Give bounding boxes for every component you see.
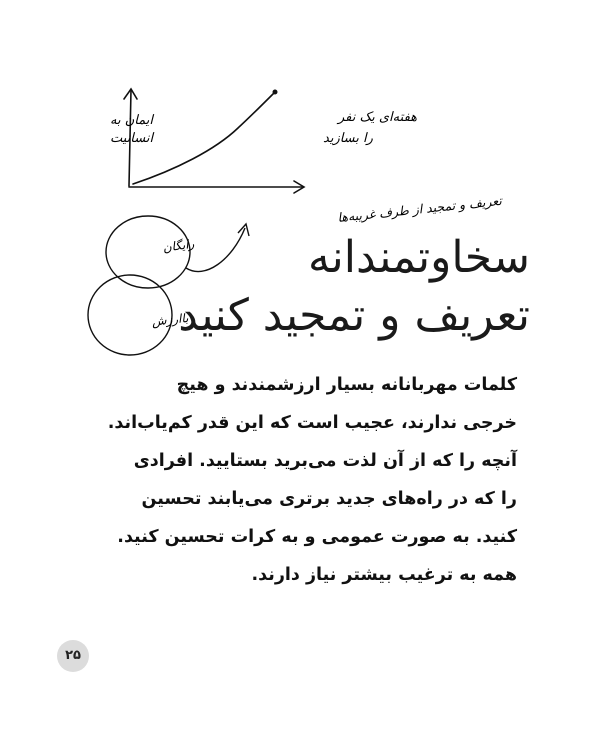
body-line-5: کنید. به صورت عمومی و به کرات تحسین کنید.	[117, 527, 517, 547]
trend-endpoint-marker	[273, 90, 278, 95]
venn-bottom-label: باارزش	[151, 310, 189, 329]
body-line-4: را که در راه‌های جدید برتری می‌یابند تحسین	[141, 489, 517, 509]
body-line-6: همه به ترغیب بیشتر نیاز دارند.	[251, 565, 517, 585]
body-paragraph	[85, 366, 517, 594]
title-line-2: تعریف و تمجید کنید	[178, 290, 530, 341]
y-axis-label-line2: انسانیت	[110, 131, 154, 146]
page-number-badge: ۲۵	[57, 640, 89, 672]
body-line-3: آنچه را که از آن لذت می‌برید بستایید. افرادی	[133, 451, 517, 471]
venn-top-label: رایگان	[161, 236, 196, 255]
x-axis-label: تعریف و تمجید از طرف غریبه‌ها	[336, 192, 503, 225]
point-label-line2: را بسازید	[323, 131, 373, 146]
y-axis-label-line1: ایمان به	[110, 113, 153, 128]
trend-curve	[133, 92, 275, 184]
body-line-1: کلمات مهربانانه بسیار ارزشمندند و هیچ	[176, 375, 517, 395]
body-line-2: خرجی ندارند، عجیب است که این قدر کم‌یاب‌اند.	[107, 413, 517, 433]
title-line-1: سخاوتمندانه	[307, 232, 530, 283]
point-label-line1: هفته‌ای یک نفر	[338, 110, 417, 125]
